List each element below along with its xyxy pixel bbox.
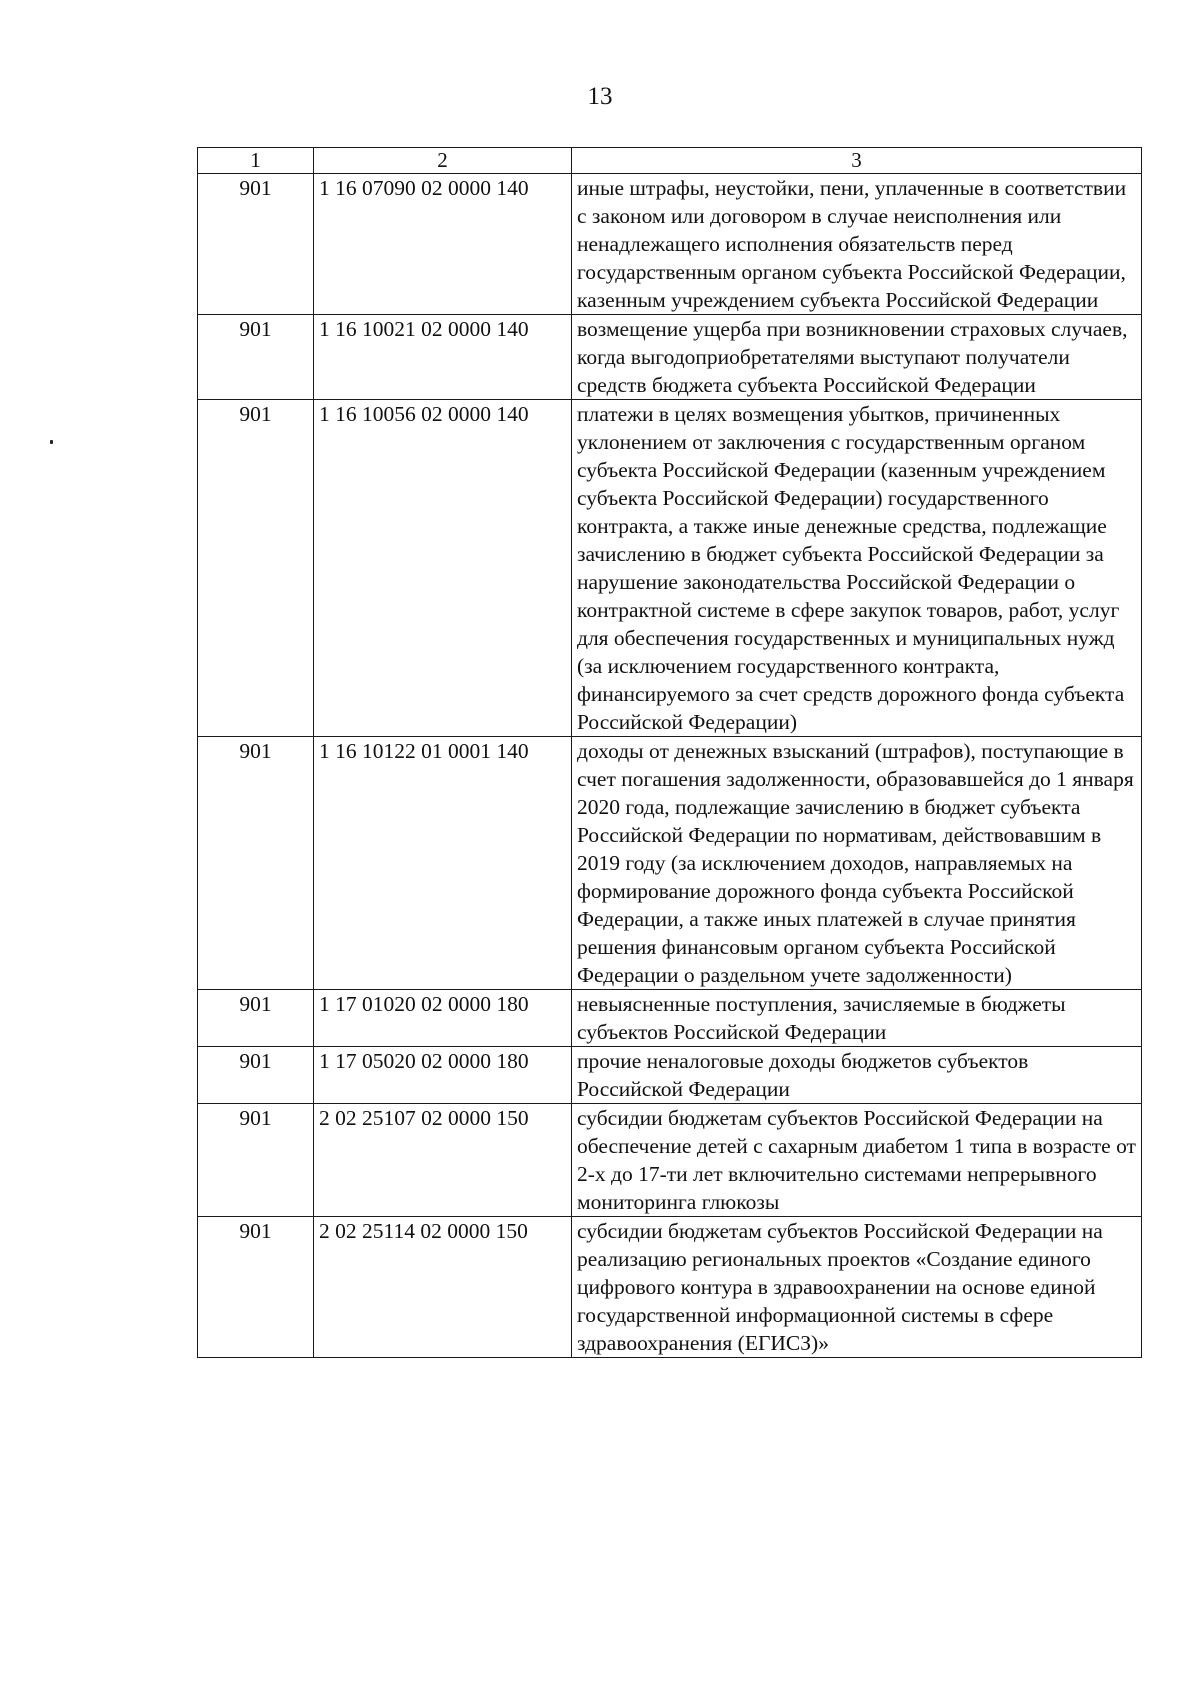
table-row (198, 1104, 1142, 1217)
description-cell: прочие неналоговые доходы бюджетов субъектов Российской Федерации (572, 1047, 1142, 1104)
description-cell: доходы от денежных взысканий (штрафов), поступающие в счет погашения задолженности, образовавшейся до 1 января 2020 года, подлежащие зачислению в бюджет субъекта Российской Федерации по нормативам, действовавшим в 2019 году (за исключением доходов, направляемых на формирование дорожного фонда субъекта Российской Федерации, а также иных платежей в случае принятия решения финансовым органом субъекта Российской Федерации о раздельном учете задолженности) (572, 737, 1142, 990)
description-cell: невыясненные поступления, зачисляемые в бюджеты субъектов Российской Федерации (572, 990, 1142, 1047)
budget-code-cell: 2 02 25114 02 0000 150 (314, 1217, 572, 1358)
description-cell: иные штрафы, неустойки, пени, уплаченные в соответствии с законом или договором в случае неисполнения или ненадлежащего исполнения обязательств перед государственным органом субъекта Российской Федерации, казенным учреждением субъекта Российской Федерации (572, 174, 1142, 315)
budget-revenue-table (197, 147, 1142, 1358)
table-row (198, 990, 1142, 1047)
scan-artifact-dot (50, 440, 53, 444)
admin-code-cell: 901 (198, 1047, 314, 1104)
description-cell: платежи в целях возмещения убытков, причиненных уклонением от заключения с государственным органом субъекта Российской Федерации (казенным учреждением субъекта Российской Федерации) государственного контракта, а также иные денежные средства, подлежащие зачислению в бюджет субъекта Российской Федерации за нарушение законодательства Российской Федерации о контрактной системе в сфере закупок товаров, работ, услуг для обеспечения государственных и муниципальных нужд (за исключением государственного контракта, финансируемого за счет средств дорожного фонда субъекта Российской Федерации) (572, 400, 1142, 737)
page-number: 13 (587, 83, 613, 110)
admin-code-cell: 901 (198, 400, 314, 737)
admin-code-cell: 901 (198, 737, 314, 990)
admin-code-cell: 901 (198, 1104, 314, 1217)
admin-code-cell: 901 (198, 1217, 314, 1358)
budget-code-cell: 1 16 10122 01 0001 140 (314, 737, 572, 990)
table-row (198, 315, 1142, 400)
header-col-1: 1 (198, 148, 314, 174)
admin-code-cell: 901 (198, 174, 314, 315)
table-row (198, 1217, 1142, 1358)
description-cell: субсидии бюджетам субъектов Российской Федерации на обеспечение детей с сахарным диабетом 1 типа в возрасте от 2-х до 17-ти лет включительно системами непрерывного мониторинга глюкозы (572, 1104, 1142, 1217)
budget-code-cell: 1 17 01020 02 0000 180 (314, 990, 572, 1047)
budget-code-cell: 1 17 05020 02 0000 180 (314, 1047, 572, 1104)
table-row (198, 737, 1142, 990)
description-cell: субсидии бюджетам субъектов Российской Федерации на реализацию региональных проектов «Создание единого цифрового контура в здравоохранении на основе единой государственной информационной системы в сфере здравоохранения (ЕГИСЗ)» (572, 1217, 1142, 1358)
admin-code-cell: 901 (198, 990, 314, 1047)
budget-code-cell: 1 16 10056 02 0000 140 (314, 400, 572, 737)
budget-code-cell: 1 16 10021 02 0000 140 (314, 315, 572, 400)
description-cell: возмещение ущерба при возникновении страховых случаев, когда выгодоприобретателями выступают получатели средств бюджета субъекта Российской Федерации (572, 315, 1142, 400)
header-col-3: 3 (572, 148, 1142, 174)
budget-code-cell: 2 02 25107 02 0000 150 (314, 1104, 572, 1217)
table-row (198, 1047, 1142, 1104)
header-col-2: 2 (314, 148, 572, 174)
table-header-row (198, 148, 1142, 174)
admin-code-cell: 901 (198, 315, 314, 400)
table-row (198, 400, 1142, 737)
table-row (198, 174, 1142, 315)
budget-code-cell: 1 16 07090 02 0000 140 (314, 174, 572, 315)
